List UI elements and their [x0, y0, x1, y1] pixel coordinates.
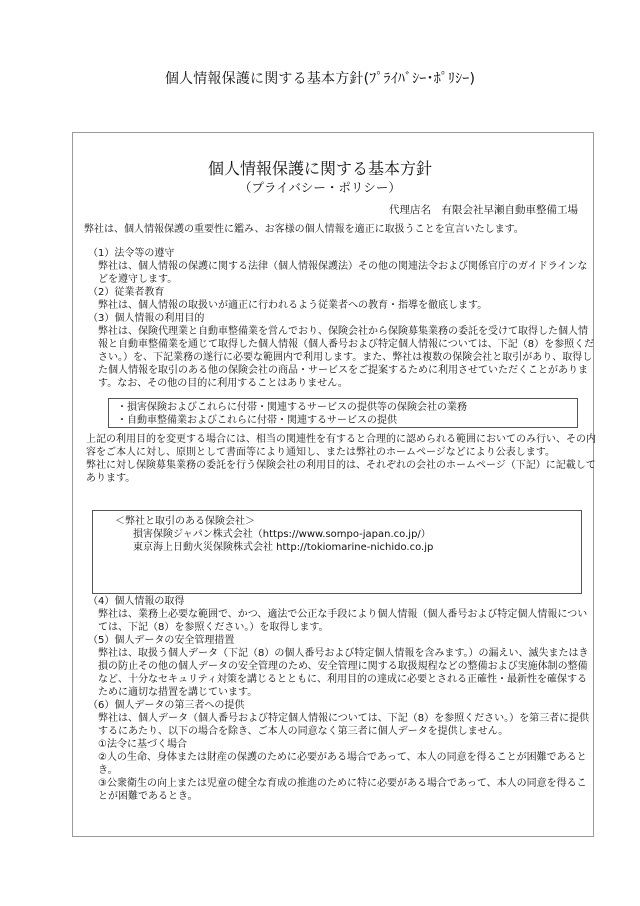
business-purpose-box [108, 398, 578, 428]
doc-title: 個人情報保護に関する基本方針 [207, 159, 432, 178]
sections-4-6 [86, 595, 596, 803]
section-1-heading: （1）法令等の遵守 [88, 248, 175, 259]
business-item: ・自動車整備業およびこれらに付帯・関連するサービスの提供 [117, 415, 397, 426]
insurers-header: ＜弊社と取引のある保険会社＞ [115, 516, 255, 527]
provision-exception: ③公衆衛生の向上または児童の健全な育成の推進のために特に必要がある場合であって、本人の同意を得ることが困難であるとき。 [98, 778, 587, 802]
insurer-sompo: 損害保険ジャパン株式会社（https://www.sompo-japan.co.jp/） [133, 529, 431, 540]
section-6-heading: （6）個人データの第三者への提供 [88, 700, 245, 711]
section-3-body: 弊社は、保険代理業と自動車整備業を営んでおり、保険会社から保険募集業務の委託を受けて取得した個人情報と自動車整備業を通じて取得した個人情報（個人番号および特定個人情報については、下記（8）を参照ください。）を、下記業務の遂行に必要な範囲内で利用します。また、弊社は複数の保険会社と取引があり、取得した個人情報を取引のある他の保険会社の商品・サービスをご提案するために利用させていただくことがあります。なお、その他の目的に利用することはありません。 [98, 326, 595, 389]
insurer-tokio-marine: 東京海上日動火災保険株式会社 http://tokiomarine-nichido.co.jp [133, 542, 434, 553]
section-6-body: 弊社は、個人データ（個人番号および特定個人情報については、下記（8）を参照ください。）を第三者に提供するにあたり、以下の場合を除き、ご本人の同意なく第三者に個人データを提供しません。 [98, 713, 590, 737]
doc-subtitle: （プライバシー・ポリシー） [239, 180, 401, 195]
insurer-purpose-text: 弊社に対し保険募集業務の委託を行う保険会社の利用目的は、それぞれの会社のホームページ（下記）に記載してあります。 [86, 460, 596, 484]
business-item: ・損害保険およびこれらに付帯・関連するサービスの提供等の保険会社の業務 [117, 402, 467, 413]
purpose-change-text: 上記の利用目的を変更する場合には、相当の関連性を有すると合理的に認められる範囲においてのみ行い、その内容をご本人に対し、原則として書面等により通知し、または弊社のホームページなどにより公表します。 [86, 434, 596, 458]
section-4-body: 弊社は、業務上必要な範囲で、かつ、適法で公正な手段により個人情報（個人番号および特定個人情報については、下記（8）を参照ください。）を取得します。 [98, 609, 588, 633]
section-5-heading: （5）個人データの安全管理措置 [88, 635, 235, 646]
intro-text: 弊社は、個人情報保護の重要性に鑑み、お客様の個人情報を適正に取扱うことを宣言いたします。 [84, 224, 524, 235]
section-4-heading: （4）個人情報の取得 [88, 596, 185, 607]
section-3-heading: （3）個人情報の利用目的 [88, 313, 205, 324]
section-2-body: 弊社は、個人情報の取扱いが適正に行われるよう従業者への教育・指導を徹底します。 [98, 300, 488, 311]
section-5-body: 弊社は、取扱う個人データ（下記（8）の個人番号および特定個人情報を含みます。）の漏えい、滅失またはき損の防止その他の個人データの安全管理のため、安全管理に関する取扱規程などの整備および実施体制の整備など、十分なセキュリティ対策を講じるとともに、利用目的の達成に必要とされる正確性・最新性を確保するために適切な措置を講じています。 [98, 648, 589, 698]
agency-name: 代理店名 有限会社早瀬自動車整備工場 [389, 204, 578, 216]
sections-1-3 [86, 247, 596, 390]
section-3-after [86, 433, 596, 485]
section-1-body: 弊社は、個人情報の保護に関する法律（個人情報保護法）その他の関連法令および関係官庁のガイドラインなどを遵守します。 [98, 261, 588, 285]
page-title: 個人情報保護に関する基本方針(ﾌﾟﾗｲﾊﾞｼｰ･ﾎﾟﾘｼｰ) [164, 71, 476, 87]
provision-exception: ①法令に基づく場合 [98, 739, 187, 750]
provision-exception: ②人の生命、身体または財産の保護のために必要がある場合であって、本人の同意を得ることが困難であるとき。 [98, 752, 587, 776]
section-2-heading: （2）従業者教育 [88, 287, 165, 298]
insurers-box [92, 510, 582, 594]
